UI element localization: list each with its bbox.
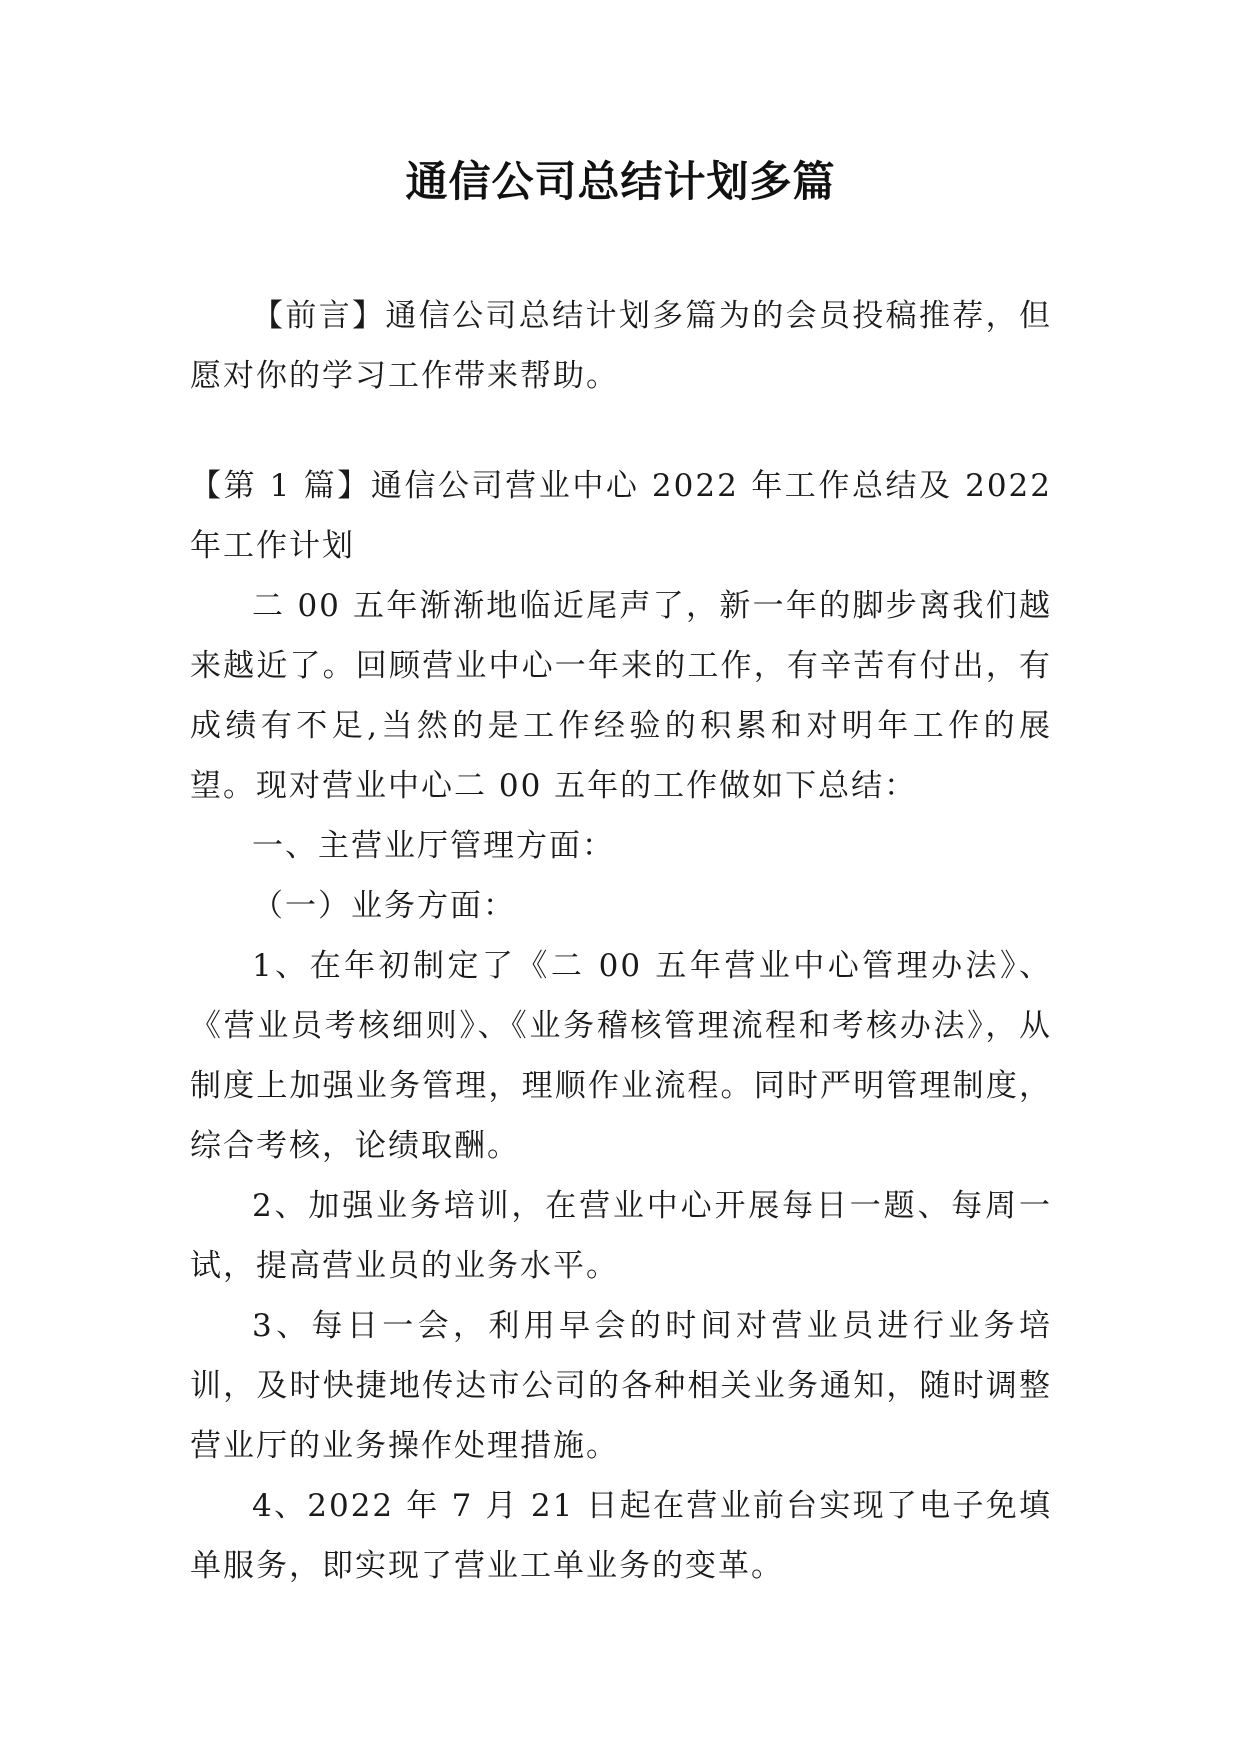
- article-body: [190, 456, 1052, 1596]
- document-title: 通信公司总结计划多篇: [405, 157, 836, 206]
- preface-section: [190, 286, 1052, 406]
- subsection-heading: （一）业务方面：: [252, 888, 516, 924]
- list-item: 2、加强业务培训，在营业中心开展每日一题、每周一试，提高营业员的业务水平。: [190, 1188, 1052, 1284]
- list-item: 4、2022 年 7 月 21 日起在营业前台实现了电子免填单服务，即实现了营业工单业务的变革。: [190, 1488, 1052, 1584]
- preface-paragraph: 【前言】通信公司总结计划多篇为的会员投稿推荐，但愿对你的学习工作带来帮助。: [190, 298, 1052, 394]
- section-heading: 一、主营业厅管理方面：: [252, 828, 615, 864]
- body-paragraph: 二 00 五年渐渐地临近尾声了，新一年的脚步离我们越来越近了。回顾营业中心一年来的工作，有辛苦有付出，有成绩有不足,当然的是工作经验的积累和对明年工作的展望。现对营业中心二 00 五年的工作做如下总结：: [190, 588, 1052, 804]
- list-item: 1、在年初制定了《二 00 五年营业中心管理办法》、《营业员考核细则》、《业务稽核管理流程和考核办法》，从制度上加强业务管理，理顺作业流程。同时严明管理制度，综合考核，论绩取酬。: [190, 948, 1052, 1164]
- chapter-heading: 【第 1 篇】通信公司营业中心 2022 年工作总结及 2022 年工作计划: [190, 468, 1052, 564]
- list-item: 3、每日一会，利用早会的时间对营业员进行业务培训，及时快捷地传达市公司的各种相关业务通知，随时调整营业厅的业务操作处理措施。: [190, 1308, 1052, 1464]
